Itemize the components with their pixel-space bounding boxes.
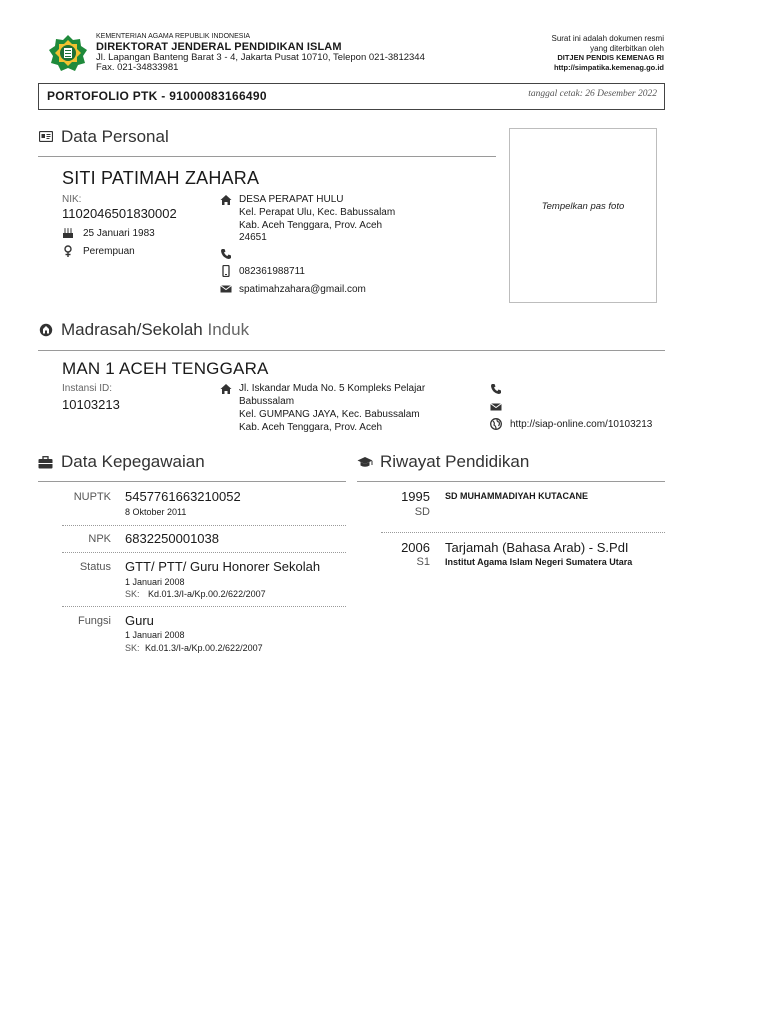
school-address-line1: Jl. Iskandar Muda No. 5 Kompleks Pelajar <box>239 383 426 394</box>
fungsi-date: 1 Januari 2008 <box>125 630 185 640</box>
education-title: Tarjamah (Bahasa Arab) - S.PdI <box>445 540 629 555</box>
status-value: GTT/ PTT/ Guru Honorer Sekolah <box>125 559 321 574</box>
school-icon <box>39 323 53 337</box>
portfolio-title: PORTOFOLIO PTK - 91000083166490 <box>47 89 267 103</box>
status-label: Status <box>79 561 111 573</box>
nuptk-value: 5457761663210052 <box>125 489 241 504</box>
fungsi-sk-label: SK: <box>125 643 140 653</box>
school-phone-icon <box>490 383 502 395</box>
female-icon <box>62 245 74 257</box>
npk-value: 6832250001038 <box>125 531 219 546</box>
directorate-address: Jl. Lapangan Banteng Barat 3 - 4, Jakarta Pusat 10710, Telepon 021-3812344 <box>96 52 425 63</box>
status-sk: Kd.01.3/I-a/Kp.00.2/622/2007 <box>148 589 266 599</box>
education-institution: Institut Agama Islam Negeri Sumatera Utara <box>445 557 633 567</box>
official-note-issuer: DITJEN PENDIS KEMENAG RI <box>557 53 664 62</box>
print-date: tanggal cetak: 26 Desember 2022 <box>528 89 657 99</box>
instansi-label: Instansi ID: <box>62 383 113 394</box>
status-date: 1 Januari 2008 <box>125 577 185 587</box>
status-sk-label: SK: <box>125 589 140 599</box>
fungsi-value: Guru <box>125 613 154 628</box>
nuptk-date: 8 Oktober 2011 <box>125 507 187 517</box>
gender: Perempuan <box>83 246 135 257</box>
official-note-line2: yang diterbitkan oleh <box>590 44 664 53</box>
title-bar <box>38 83 665 110</box>
birth-date: 25 Januari 1983 <box>83 228 155 239</box>
home-icon <box>220 194 232 206</box>
briefcase-icon <box>38 456 53 469</box>
nuptk-label: NUPTK <box>73 491 111 503</box>
school-address-line3: Kel. GUMPANG JAYA, Kec. Babussalam <box>239 409 420 420</box>
instansi-id: 10103213 <box>62 397 120 412</box>
official-note-line1: Surat ini adalah dokumen resmi <box>551 34 664 43</box>
fungsi-sk: Kd.01.3/I-a/Kp.00.2/622/2007 <box>145 643 263 653</box>
personal-mobile: 082361988711 <box>239 266 305 277</box>
npk-label: NPK <box>88 533 111 545</box>
globe-icon <box>490 418 502 430</box>
personal-address-line2: Kel. Perapat Ulu, Kec. Babussalam <box>239 207 396 218</box>
mobile-icon <box>220 265 232 277</box>
birthday-cake-icon <box>62 227 74 239</box>
nik-value: 1102046501830002 <box>62 206 177 221</box>
nik-label: NIK: <box>62 194 82 205</box>
photo-placeholder-box <box>509 128 657 303</box>
id-card-icon <box>39 131 53 142</box>
envelope-icon <box>220 283 232 295</box>
education-section-title: Riwayat Pendidikan <box>380 452 530 471</box>
personal-address-line1: DESA PERAPAT HULU <box>239 194 344 205</box>
education-year: 2006 <box>401 540 430 555</box>
photo-placeholder-text: Tempelkan pas foto <box>541 201 625 212</box>
school-address-line4: Kab. Aceh Tenggara, Prov. Aceh <box>239 422 383 433</box>
graduation-cap-icon <box>357 456 373 469</box>
education-level: SD <box>414 506 430 518</box>
school-name: MAN 1 ACEH TENGGARA <box>62 359 269 378</box>
directorate-name: DIREKTORAT JENDERAL PENDIDIKAN ISLAM <box>96 41 342 53</box>
education-level: S1 <box>416 556 430 568</box>
employment-section-title: Data Kepegawaian <box>61 452 205 471</box>
personal-email: spatimahzahara@gmail.com <box>239 284 366 295</box>
ministry-name: KEMENTERIAN AGAMA REPUBLIK INDONESIA <box>96 33 251 40</box>
school-envelope-icon <box>490 401 502 413</box>
school-home-icon <box>220 383 232 395</box>
personal-section-title: Data Personal <box>61 127 169 146</box>
phone-icon <box>220 248 232 260</box>
official-note-url: http://simpatika.kemenag.go.id <box>553 63 664 72</box>
school-section-title <box>61 320 249 340</box>
fungsi-label: Fungsi <box>77 615 111 627</box>
education-year: 1995 <box>401 489 430 504</box>
school-section-title-light: Induk <box>207 320 250 339</box>
personal-address-line3: Kab. Aceh Tenggara, Prov. Aceh <box>239 220 383 231</box>
school-address-line2: Babussalam <box>239 396 295 407</box>
personal-address-line4: 24651 <box>239 232 267 243</box>
ministry-logo <box>48 34 88 72</box>
education-institution: SD MUHAMMADIYAH KUTACANE <box>445 491 588 501</box>
person-name: SITI PATIMAH ZAHARA <box>62 168 260 188</box>
school-website[interactable]: http://siap-online.com/10103213 <box>510 419 653 430</box>
school-section-title-main: Madrasah/Sekolah <box>61 320 203 339</box>
directorate-fax: Fax. 021-34833981 <box>96 62 179 73</box>
